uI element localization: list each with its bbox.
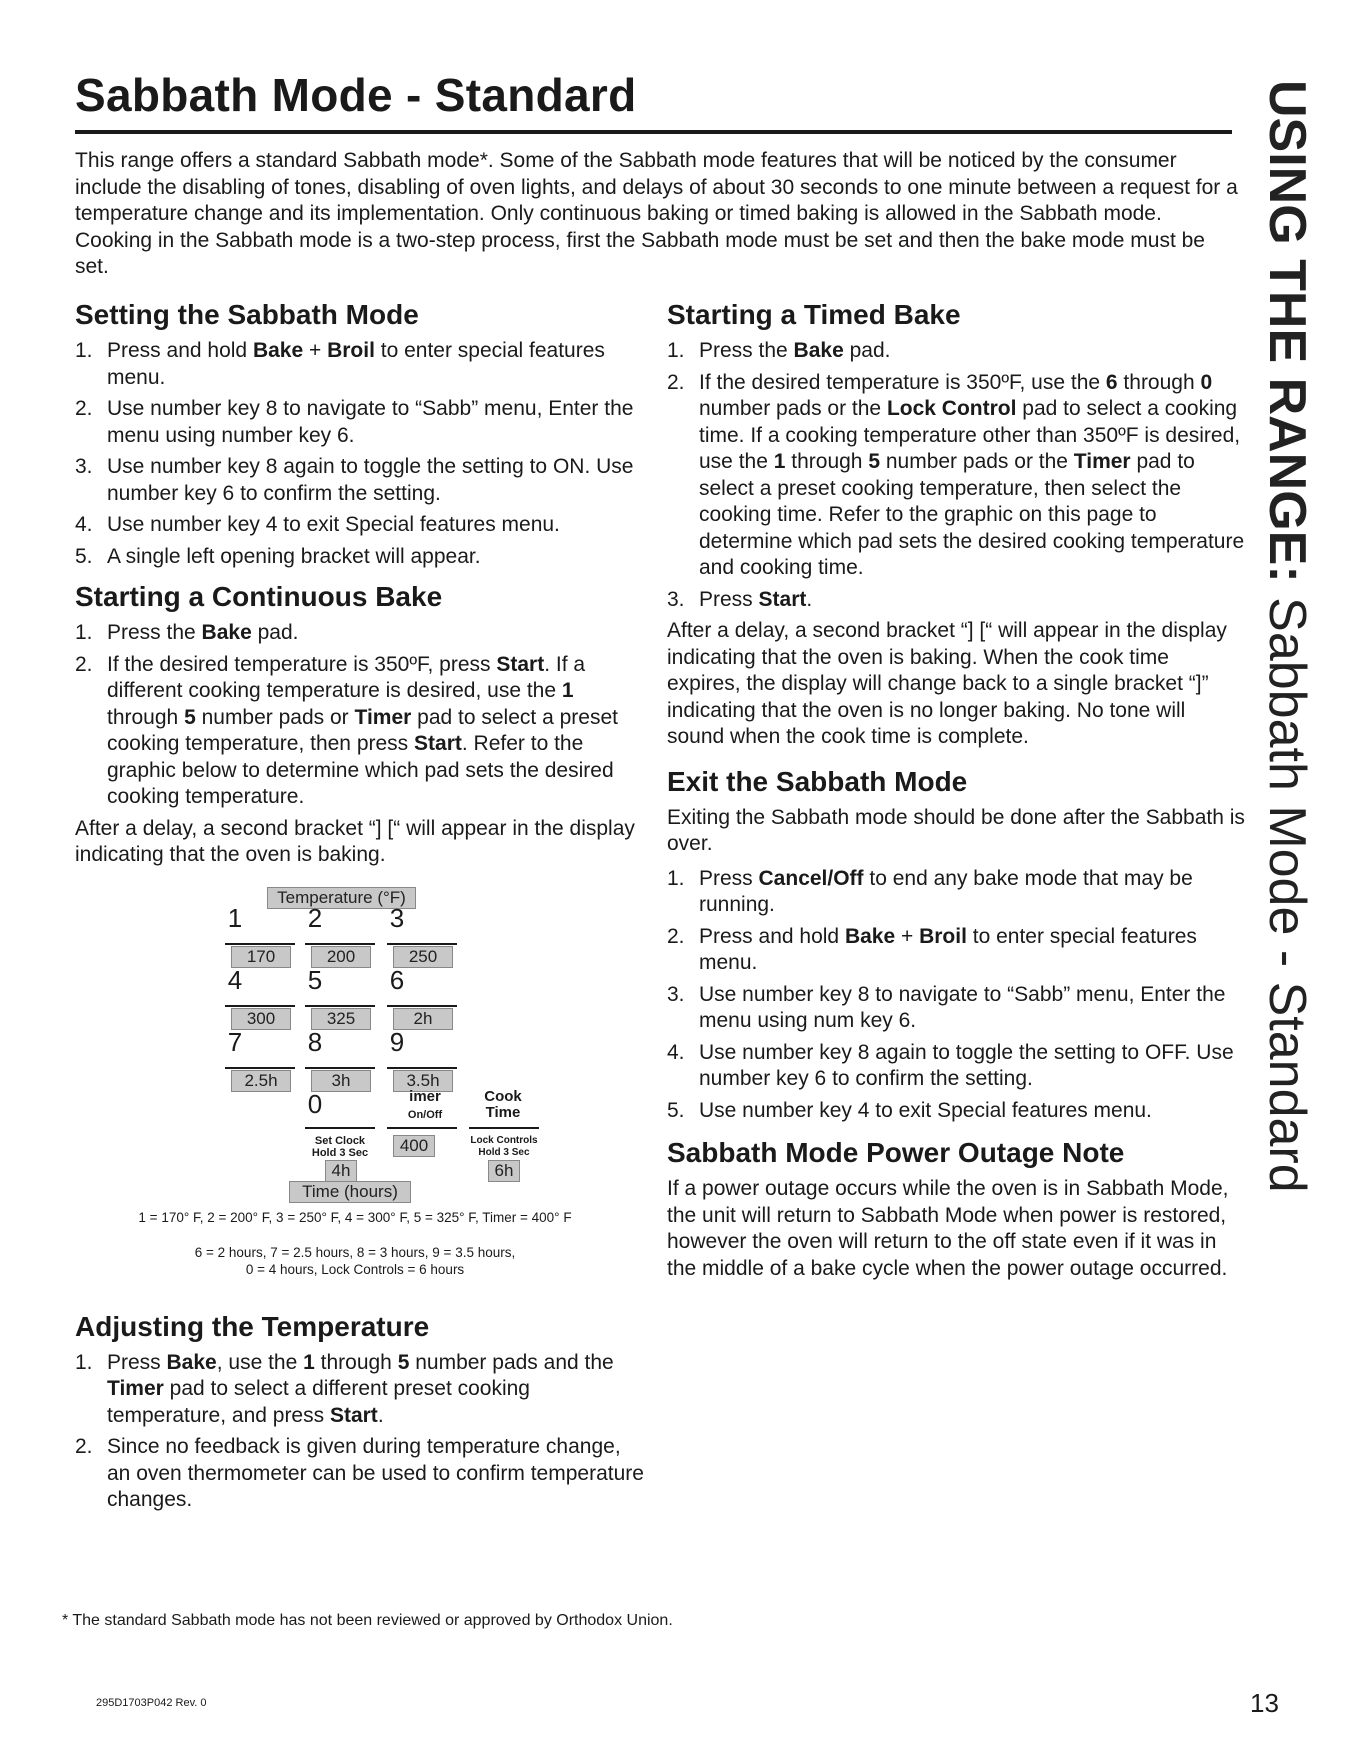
list-item-text: Press Bake, use the 1 through 5 number pads and the Timer pad to select a different preset cooking temperature, and press Start. <box>107 1350 614 1427</box>
list-item <box>667 924 1247 977</box>
list-item-number: 1. <box>75 339 93 362</box>
value-2: 200 <box>311 946 371 968</box>
key-8: 8 <box>307 1026 323 1057</box>
list-item-number: 3. <box>667 587 685 611</box>
list-item <box>667 982 1247 1035</box>
list-item-number: 2. <box>75 1435 93 1458</box>
list-item-number: 2. <box>75 397 93 420</box>
exit-steps <box>667 866 1247 1125</box>
list-item-number: 4. <box>75 513 93 536</box>
value-7: 2.5h <box>231 1070 291 1092</box>
list-item <box>75 1434 645 1514</box>
exit-heading: Exit the Sabbath Mode <box>667 765 968 797</box>
title-divider <box>75 130 1232 134</box>
value-8: 3h <box>311 1070 371 1092</box>
list-item <box>667 370 1247 582</box>
list-item-number: 1. <box>75 1350 93 1374</box>
list-item-number: 2. <box>667 924 685 948</box>
list-item-text: A single left opening bracket will appear. <box>107 544 481 568</box>
list-item <box>75 338 645 391</box>
set-clock-value: 4h <box>325 1160 357 1182</box>
document-number: 295D1703P042 Rev. 0 <box>96 1697 207 1709</box>
list-item-text: Use number key 8 again to toggle the setting to ON. Use number key 6 to confirm the setting. <box>107 455 634 505</box>
list-item-text: Press Cancel/Off to end any bake mode that may be running. <box>699 866 1193 916</box>
list-item <box>667 1040 1247 1093</box>
value-1: 170 <box>231 946 291 968</box>
adjusting-steps <box>75 1350 645 1514</box>
key-0: 0 <box>307 1088 323 1119</box>
list-item <box>667 338 1247 365</box>
intro-paragraph: This range offers a standard Sabbath mode*. Some of the Sabbath mode features that will be noticed by the consumer include the disabling of tones, disabling of oven lights, and delays of about 30 seconds to one minute between a request for a temperature change and its implementation. Only continuous baking or timed baking is allowed in the Sabbath mode. Cooking in the Sabbath mode is a two-step process, first the Sabbath mode must be set and then the bake mode must be set. <box>75 149 1238 278</box>
value-6: 2h <box>393 1008 453 1030</box>
section-side-tab <box>1238 80 1328 1193</box>
timed-heading: Starting a Timed Bake <box>667 299 961 330</box>
key-7: 7 <box>227 1026 243 1057</box>
legend-times-2: 0 = 4 hours, Lock Controls = 6 hours <box>245 1261 465 1277</box>
set-clock-key: Set Clock Hold 3 Sec <box>311 1134 369 1159</box>
footnote: * The standard Sabbath mode has not been reviewed or approved by Orthodox Union. <box>62 1612 673 1629</box>
time-label: Time (hours) <box>289 1181 411 1203</box>
list-item <box>75 454 645 507</box>
list-item-text: Use number key 8 to navigate to “Sabb” menu, Enter the menu using num key 6. <box>699 982 1226 1032</box>
outage-text: If a power outage occurs while the oven is in Sabbath Mode, the unit will return to Sabbath Mode when power is restored, however the oven will return to the off state even if it was in the middle of a bake cycle when the power outage occurred. <box>667 1177 1229 1280</box>
continuous-heading: Starting a Continuous Bake <box>75 581 443 612</box>
cook-time-key: Cook Time <box>484 1087 522 1121</box>
key-4: 4 <box>227 964 243 995</box>
side-tab-rest: Sabbath Mode - Standard <box>1258 582 1316 1193</box>
lock-controls-value: 6h <box>488 1160 520 1182</box>
outage-heading: Sabbath Mode Power Outage Note <box>667 1137 1125 1168</box>
legend-times: 6 = 2 hours, 7 = 2.5 hours, 8 = 3 hours, 9 = 3.5 hours, <box>194 1244 516 1260</box>
temperature-label: Temperature (°F) <box>267 887 416 909</box>
timer-value: 400 <box>393 1135 435 1157</box>
list-item-number: 5. <box>75 544 93 568</box>
list-item-text: If the desired temperature is 350ºF, use the 6 through 0 number pads or the Lock Control pad to select a cooking time. If a cooking temperature other than 350ºF is desired, use the 1 through 5 number pads or the Timer pad to select a preset cooking temperature, then select the cooking time. Refer to the graphic on this page to determine which pad sets the desired cooking temperature and cooking time. <box>699 370 1245 579</box>
key-9: 9 <box>389 1026 405 1057</box>
timed-after: After a delay, a second bracket “] [“ will appear in the display indicating that the oven is baking. When the cook time expires, the display will change back to a single bracket “]” indicating that the oven is no longer baking. No tone will sound when the cook time is complete. <box>667 619 1227 748</box>
list-item-number: 1. <box>667 339 685 362</box>
list-item-number: 1. <box>75 621 93 644</box>
page-title: Sabbath Mode - Standard <box>75 69 637 121</box>
value-3: 250 <box>393 946 453 968</box>
list-item-text: Use number key 4 to exit Special features menu. <box>107 513 560 536</box>
lock-controls-key: Lock Controls Hold 3 Sec <box>470 1134 538 1158</box>
list-item-text: Press and hold Bake + Broil to enter special features menu. <box>699 924 1197 974</box>
list-item-number: 3. <box>667 982 685 1006</box>
list-item-number: 3. <box>75 455 93 478</box>
list-item-text: Use number key 8 to navigate to “Sabb” menu, Enter the menu using number key 6. <box>107 397 634 447</box>
page-number: 13 <box>1250 1688 1279 1718</box>
list-item-number: 2. <box>75 652 93 676</box>
list-item-number: 2. <box>667 370 685 394</box>
list-item <box>75 620 645 647</box>
list-item <box>75 396 645 449</box>
key-5: 5 <box>307 964 323 995</box>
list-item <box>667 866 1247 919</box>
key-6: 6 <box>389 964 405 995</box>
right-column <box>667 298 1247 1290</box>
list-item <box>667 587 1247 614</box>
value-4: 300 <box>231 1008 291 1030</box>
key-3: 3 <box>389 902 405 933</box>
continuous-after: After a delay, a second bracket “] [“ will appear in the display indicating that the oven is baking. <box>75 816 635 866</box>
list-item-text: Since no feedback is given during temperature change, an oven thermometer can be used to confirm temperature changes. <box>107 1435 644 1511</box>
adjusting-heading: Adjusting the Temperature <box>75 1310 430 1342</box>
legend-temperatures: 1 = 170° F, 2 = 200° F, 3 = 250° F, 4 = 300° F, 5 = 325° F, Timer = 400° F <box>138 1209 572 1225</box>
key-1: 1 <box>227 902 243 933</box>
key-2: 2 <box>307 902 323 933</box>
list-item <box>75 1350 645 1430</box>
list-item-number: 5. <box>667 1098 685 1122</box>
list-item-text: Press Start. <box>699 587 813 611</box>
list-item-text: Press the Bake pad. <box>107 621 299 644</box>
side-tab-bold: USING THE RANGE: <box>1258 80 1316 583</box>
list-item-text: Press the Bake pad. <box>699 339 891 362</box>
list-item <box>667 1098 1247 1125</box>
list-item-number: 1. <box>667 866 685 890</box>
list-item-text: If the desired temperature is 350ºF, press Start. If a different cooking temperature is desired, use the 1 through 5 number pads or Timer pad to select a preset cooking temperature, then press Start. Refer to the graphic below to determine which pad sets the desired cooking temperature. <box>107 652 618 808</box>
exit-intro: Exiting the Sabbath mode should be done after the Sabbath is over. <box>667 805 1245 855</box>
list-item <box>75 544 645 571</box>
timer-key: imer <box>409 1087 441 1105</box>
list-item <box>75 652 645 811</box>
timed-steps <box>667 338 1247 613</box>
list-item-text: Use number key 4 to exit Special features menu. <box>699 1098 1152 1122</box>
list-item-number: 4. <box>667 1040 685 1064</box>
setting-steps <box>75 338 645 570</box>
keypad-diagram <box>75 887 635 1252</box>
value-9: 3.5h <box>393 1070 453 1092</box>
setting-heading: Setting the Sabbath Mode <box>75 299 419 330</box>
list-item-text: Use number key 8 again to toggle the setting to OFF. Use number key 6 to confirm the setting. <box>699 1040 1234 1090</box>
timer-sub: On/Off <box>407 1108 443 1121</box>
continuous-steps <box>75 620 645 811</box>
list-item <box>75 512 645 539</box>
value-5: 325 <box>311 1008 371 1030</box>
list-item-text: Press and hold Bake + Broil to enter special features menu. <box>107 339 605 389</box>
left-column <box>75 298 645 1519</box>
